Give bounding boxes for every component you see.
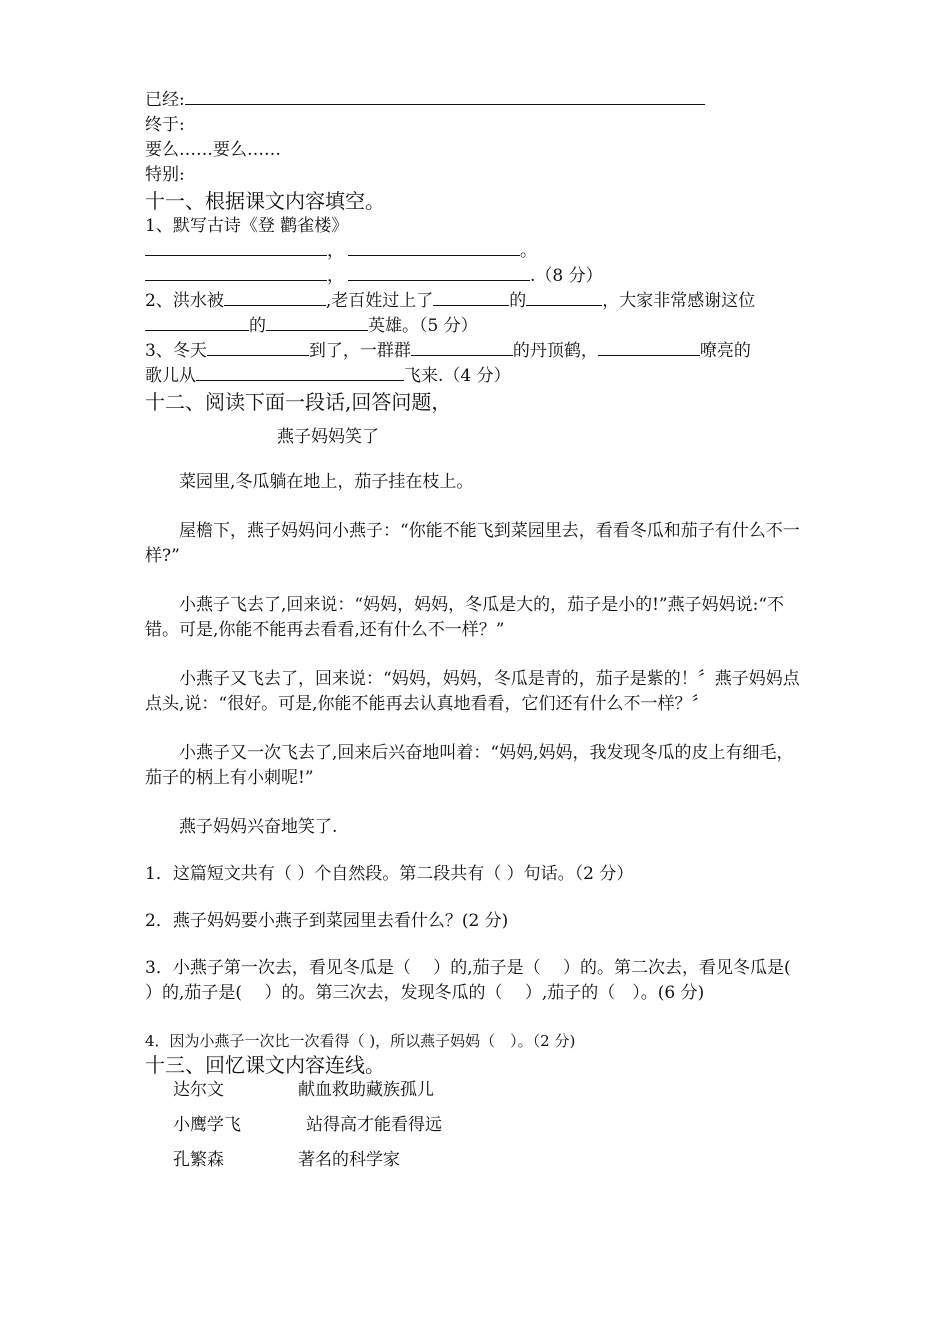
q1-line-1: ， 。 <box>145 239 810 264</box>
match-left-item[interactable]: 小鹰学飞 <box>173 1115 241 1135</box>
match-right-item[interactable]: 站得高才能看得远 <box>306 1115 442 1135</box>
story-paragraph: 屋檐下，燕子妈妈问小燕子：“你能不能飞到菜园里去，看看冬瓜和茄子有什么不一样?” <box>145 521 800 566</box>
blank-line[interactable] <box>266 314 368 331</box>
word-tebie: 特别: <box>145 165 185 185</box>
blank-line[interactable] <box>348 239 520 256</box>
match-left-item[interactable]: 达尔文 <box>173 1080 224 1100</box>
story-paragraph: 小燕子又飞去了，回来说：“妈妈，妈妈，冬瓜是青的，茄子是紫的！〞燕子妈妈点点头,说：“很好。可是,你能不能再去认真地看看，它们还有什么不一样？〞 <box>145 669 800 714</box>
section-11-heading: 十一、根据课文内容填空。 <box>145 189 385 213</box>
blank-line[interactable] <box>411 339 513 356</box>
story-paragraph: 小燕子飞去了,回来说：“妈妈，妈妈，冬瓜是大的，茄子是小的!”燕子妈妈说:“不错。可是,你能不能再去看看,还有什么不一样？” <box>145 595 785 640</box>
worksheet-page <box>145 88 814 1173</box>
blank-line[interactable] <box>207 339 309 356</box>
q1-title: 1、默写古诗《登 鹳雀楼》 <box>145 216 349 236</box>
match-row <box>145 1078 810 1103</box>
blank-line[interactable] <box>196 364 404 381</box>
word-yaome: 要么……要么…… <box>145 140 281 160</box>
question-1: 1．这篇短文共有（ ）个自然段。第二段共有（ ）句话。（2 分） <box>145 864 634 884</box>
match-row <box>145 1148 810 1173</box>
blank-line[interactable] <box>526 289 602 306</box>
word-zhongyu: 终于: <box>145 115 185 135</box>
blank-line[interactable] <box>145 314 249 331</box>
q2-line-2: 的 英雄。（5 分） <box>145 314 810 339</box>
question-3: 3．小燕子第一次去，看见冬瓜是（ ）的,茄子是（ ）的。第二次去，看见冬瓜是( ）的,茄子是( ）的。第三次去，发现冬瓜的（ ）,茄子的（ ）。(6 分) <box>145 958 814 1003</box>
q3-line-1: 3、冬天 到了，一群群 的丹顶鹤， 嘹亮的 <box>145 341 751 361</box>
blank-line[interactable] <box>145 264 327 281</box>
blank-line[interactable] <box>145 239 327 256</box>
blank-line[interactable] <box>348 264 530 281</box>
match-right-item[interactable]: 献血救助藏族孤儿 <box>298 1080 434 1100</box>
section-13-heading: 十三、回忆课文内容连线。 <box>145 1053 385 1077</box>
question-2: 2．燕子妈妈要小燕子到菜园里去看什么？(2 分) <box>145 911 509 931</box>
blank-line[interactable] <box>224 289 326 306</box>
question-4: 4．因为小燕子一次比一次看得（ )，所以燕子妈妈（ ）。（2 分) <box>145 1032 576 1050</box>
story-paragraph: 菜园里,冬瓜躺在地上，茄子挂在枝上。 <box>179 472 474 492</box>
match-row <box>145 1113 810 1138</box>
match-left-item[interactable]: 孔繁森 <box>173 1150 224 1170</box>
blank-line[interactable] <box>598 339 700 356</box>
blank-line[interactable] <box>433 289 509 306</box>
story-paragraph: 燕子妈妈兴奋地笑了. <box>179 817 338 837</box>
story-title: 燕子妈妈笑了 <box>277 427 379 447</box>
q2-line-1: 2、洪水被 ,老百姓过上了 的 ，大家非常感谢这位 <box>145 291 756 311</box>
q3-line-2: 歌儿从 飞来.（4 分） <box>145 366 511 386</box>
section-12-heading: 十二、阅读下面一段话,回答问题， <box>145 390 452 414</box>
story-paragraph: 小燕子又一次飞去了,回来后兴奋地叫着：“妈妈,妈妈，我发现冬瓜的皮上有细毛，茄子的柄上有小刺呢!” <box>145 743 794 788</box>
q1-line-2: ， .（8 分） <box>145 264 810 289</box>
word-yijing: 已经: <box>145 88 810 113</box>
match-right-item[interactable]: 著名的科学家 <box>298 1150 400 1170</box>
blank-line[interactable] <box>185 88 705 105</box>
